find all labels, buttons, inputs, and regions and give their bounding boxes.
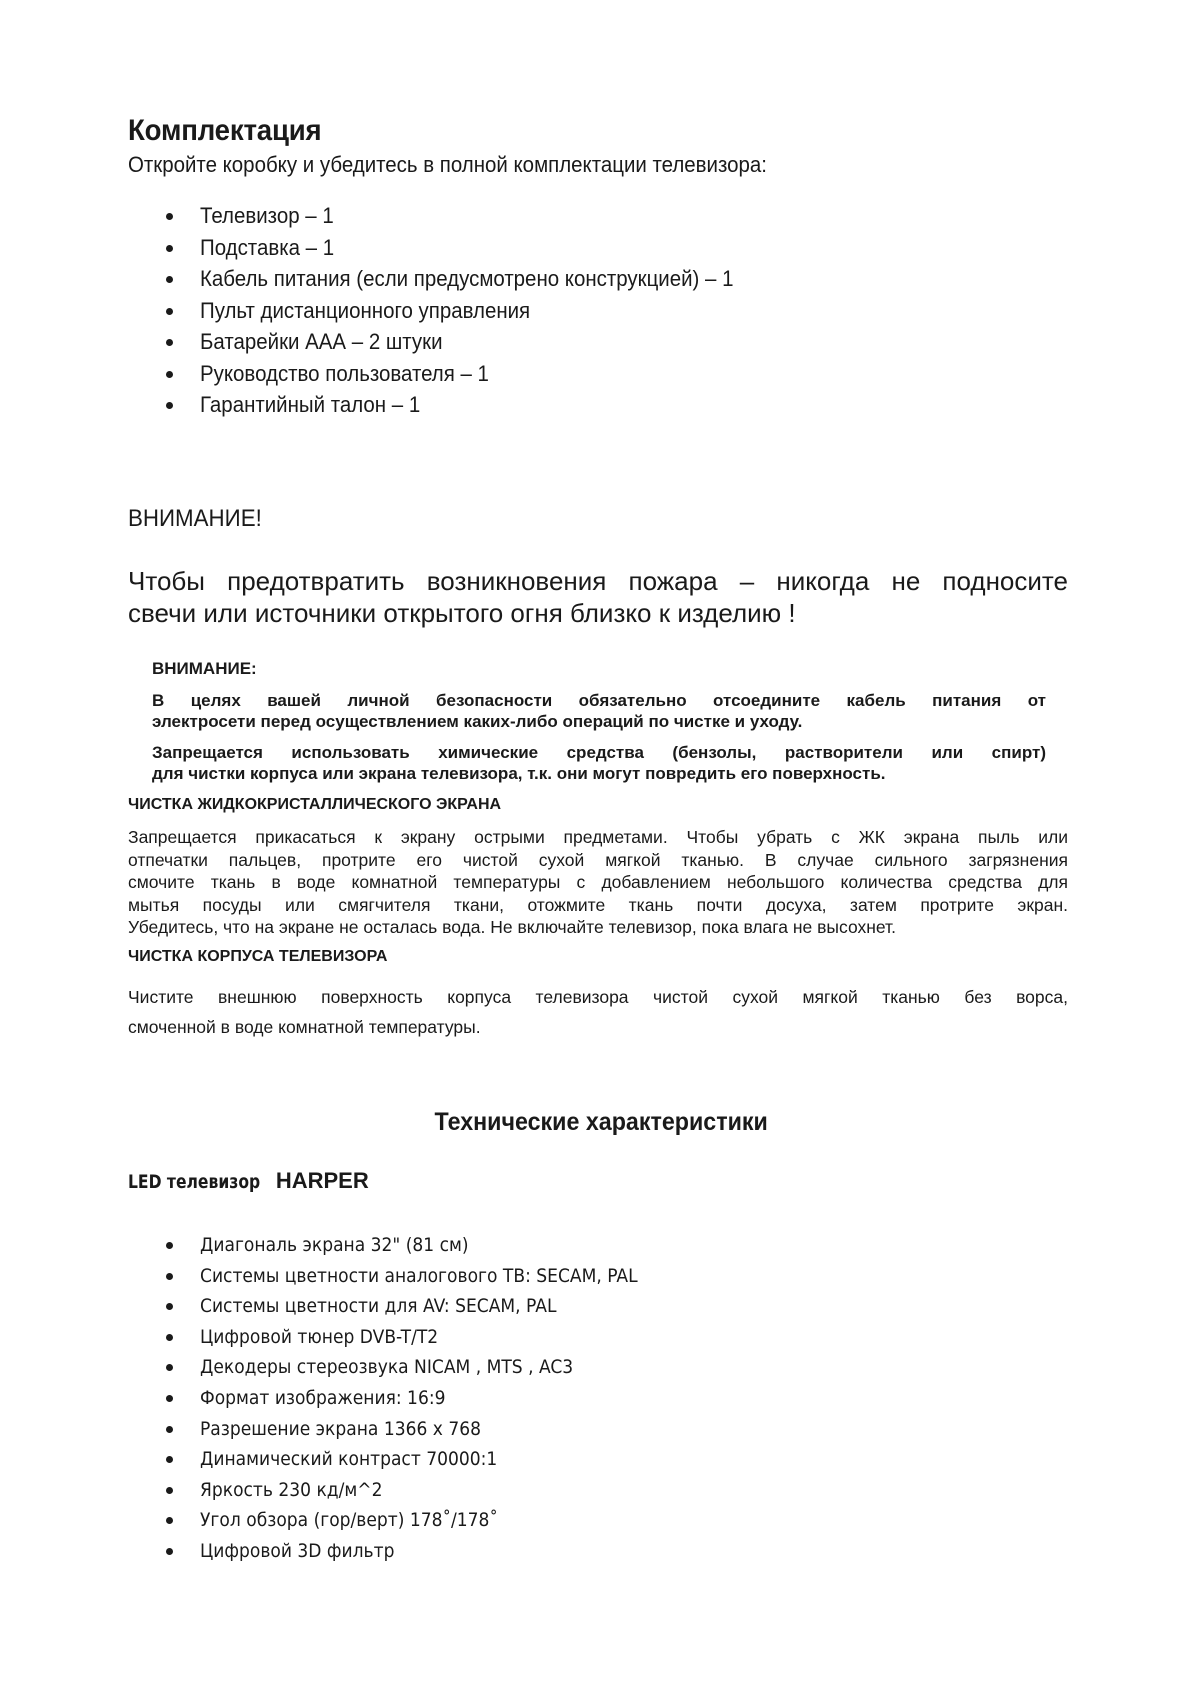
case-cleaning-heading: ЧИСТКА КОРПУСА ТЕЛЕВИЗОРА [128,948,388,965]
list-item: Руководство пользователя – 1 [160,358,774,390]
bullet-icon [166,1395,173,1402]
list-item: Системы цветности для AV: SECAM, PAL [160,1291,686,1322]
case-cleaning-text: Чистите внешнюю поверхность корпуса телевизора чистой сухой мягкой тканью без ворса, смоченной в воде комнатной температуры. [128,987,1068,1037]
list-item: Системы цветности аналогового ТВ: SECAM, PAL [160,1261,686,1292]
bullet-icon [166,1487,173,1494]
list-item: Гарантийный талон – 1 [160,389,774,421]
list-item: Телевизор – 1 [160,200,774,232]
list-item: Цифровой 3D фильтр [160,1536,686,1567]
list-item: Угол обзора (гор/верт) 178˚/178˚ [160,1505,686,1536]
list-item: Подставка – 1 [160,232,774,264]
fire-warning-text: Чтобы предотвратить возникновения пожара – никогда не подносите свечи или источники открытого огня близко к изделию ! [128,566,1068,628]
bullet-icon [166,402,173,409]
safety-title: ВНИМАНИЕ: [152,659,257,678]
list-item: Пульт дистанционного управления [160,295,774,327]
kit-heading: Комплектация [128,114,322,147]
list-item: Разрешение экрана 1366 x 768 [160,1414,686,1445]
bullet-icon [166,1548,173,1555]
bullet-icon [166,1242,173,1249]
safety-paragraph-chemicals: Запрещается использовать химические средства (бензолы, растворители или спирт) для чистки корпуса или экрана телевизора, т.к. они могут повредить его поверхность. [152,743,1046,783]
specs-heading: Технические характеристики [434,1108,768,1136]
bullet-icon [166,1426,173,1433]
list-item: Диагональ экрана 32" (81 см) [160,1230,686,1261]
list-item: Динамический контраст 70000:1 [160,1444,686,1475]
bullet-icon [166,1334,173,1341]
bullet-icon [166,245,173,252]
model-line [128,1168,369,1194]
bullet-icon [166,213,173,220]
list-item: Яркость 230 кд/м^2 [160,1475,686,1506]
fire-warning-title: ВНИМАНИЕ! [128,505,262,532]
list-item: Цифровой тюнер DVB-T/T2 [160,1322,686,1353]
lcd-cleaning-heading: ЧИСТКА ЖИДКОКРИСТАЛЛИЧЕСКОГО ЭКРАНА [128,796,502,813]
lcd-cleaning-text: Запрещается прикасаться к экрану острыми предметами. Чтобы убрать с ЖК экрана пыль или отпечатки пальцев, протрите его чистой сухой мягкой тканью. В случае сильного загрязнения смочите ткань в воде комнатной температуры с добавлением небольшого количества средства для мытья посуды или смягчителя ткани, отожмите ткань почти досуха, затем протрите экран. Убедитесь, что на экране не осталась вода. Не включайте телевизор, пока влага не высохнет. [128,827,1068,937]
bullet-icon [166,1303,173,1310]
bullet-icon [166,1456,173,1463]
bullet-icon [166,308,173,315]
list-item: Декодеры стереозвука NICAM , MTS , AC3 [160,1352,686,1383]
model-prefix: LED телевизор [128,1171,261,1193]
list-item: Формат изображения: 16:9 [160,1383,686,1414]
list-item: Батарейки ААА – 2 штуки [160,326,774,358]
brand-name: HARPER [275,1168,369,1193]
kit-intro: Откройте коробку и убедитесь в полной комплектации телевизора: [128,152,767,177]
specs-list [160,1230,686,1567]
list-item: Кабель питания (если предусмотрено конструкцией) – 1 [160,263,774,295]
bullet-icon [166,1273,173,1280]
kit-list [160,200,774,421]
bullet-icon [166,339,173,346]
bullet-icon [166,276,173,283]
safety-paragraph-power: В целях вашей личной безопасности обязательно отсоедините кабель питания от электросети перед осуществлением каких-либо операций по чистке и уходу. [152,691,1046,731]
bullet-icon [166,1364,173,1371]
bullet-icon [166,1517,173,1524]
bullet-icon [166,371,173,378]
